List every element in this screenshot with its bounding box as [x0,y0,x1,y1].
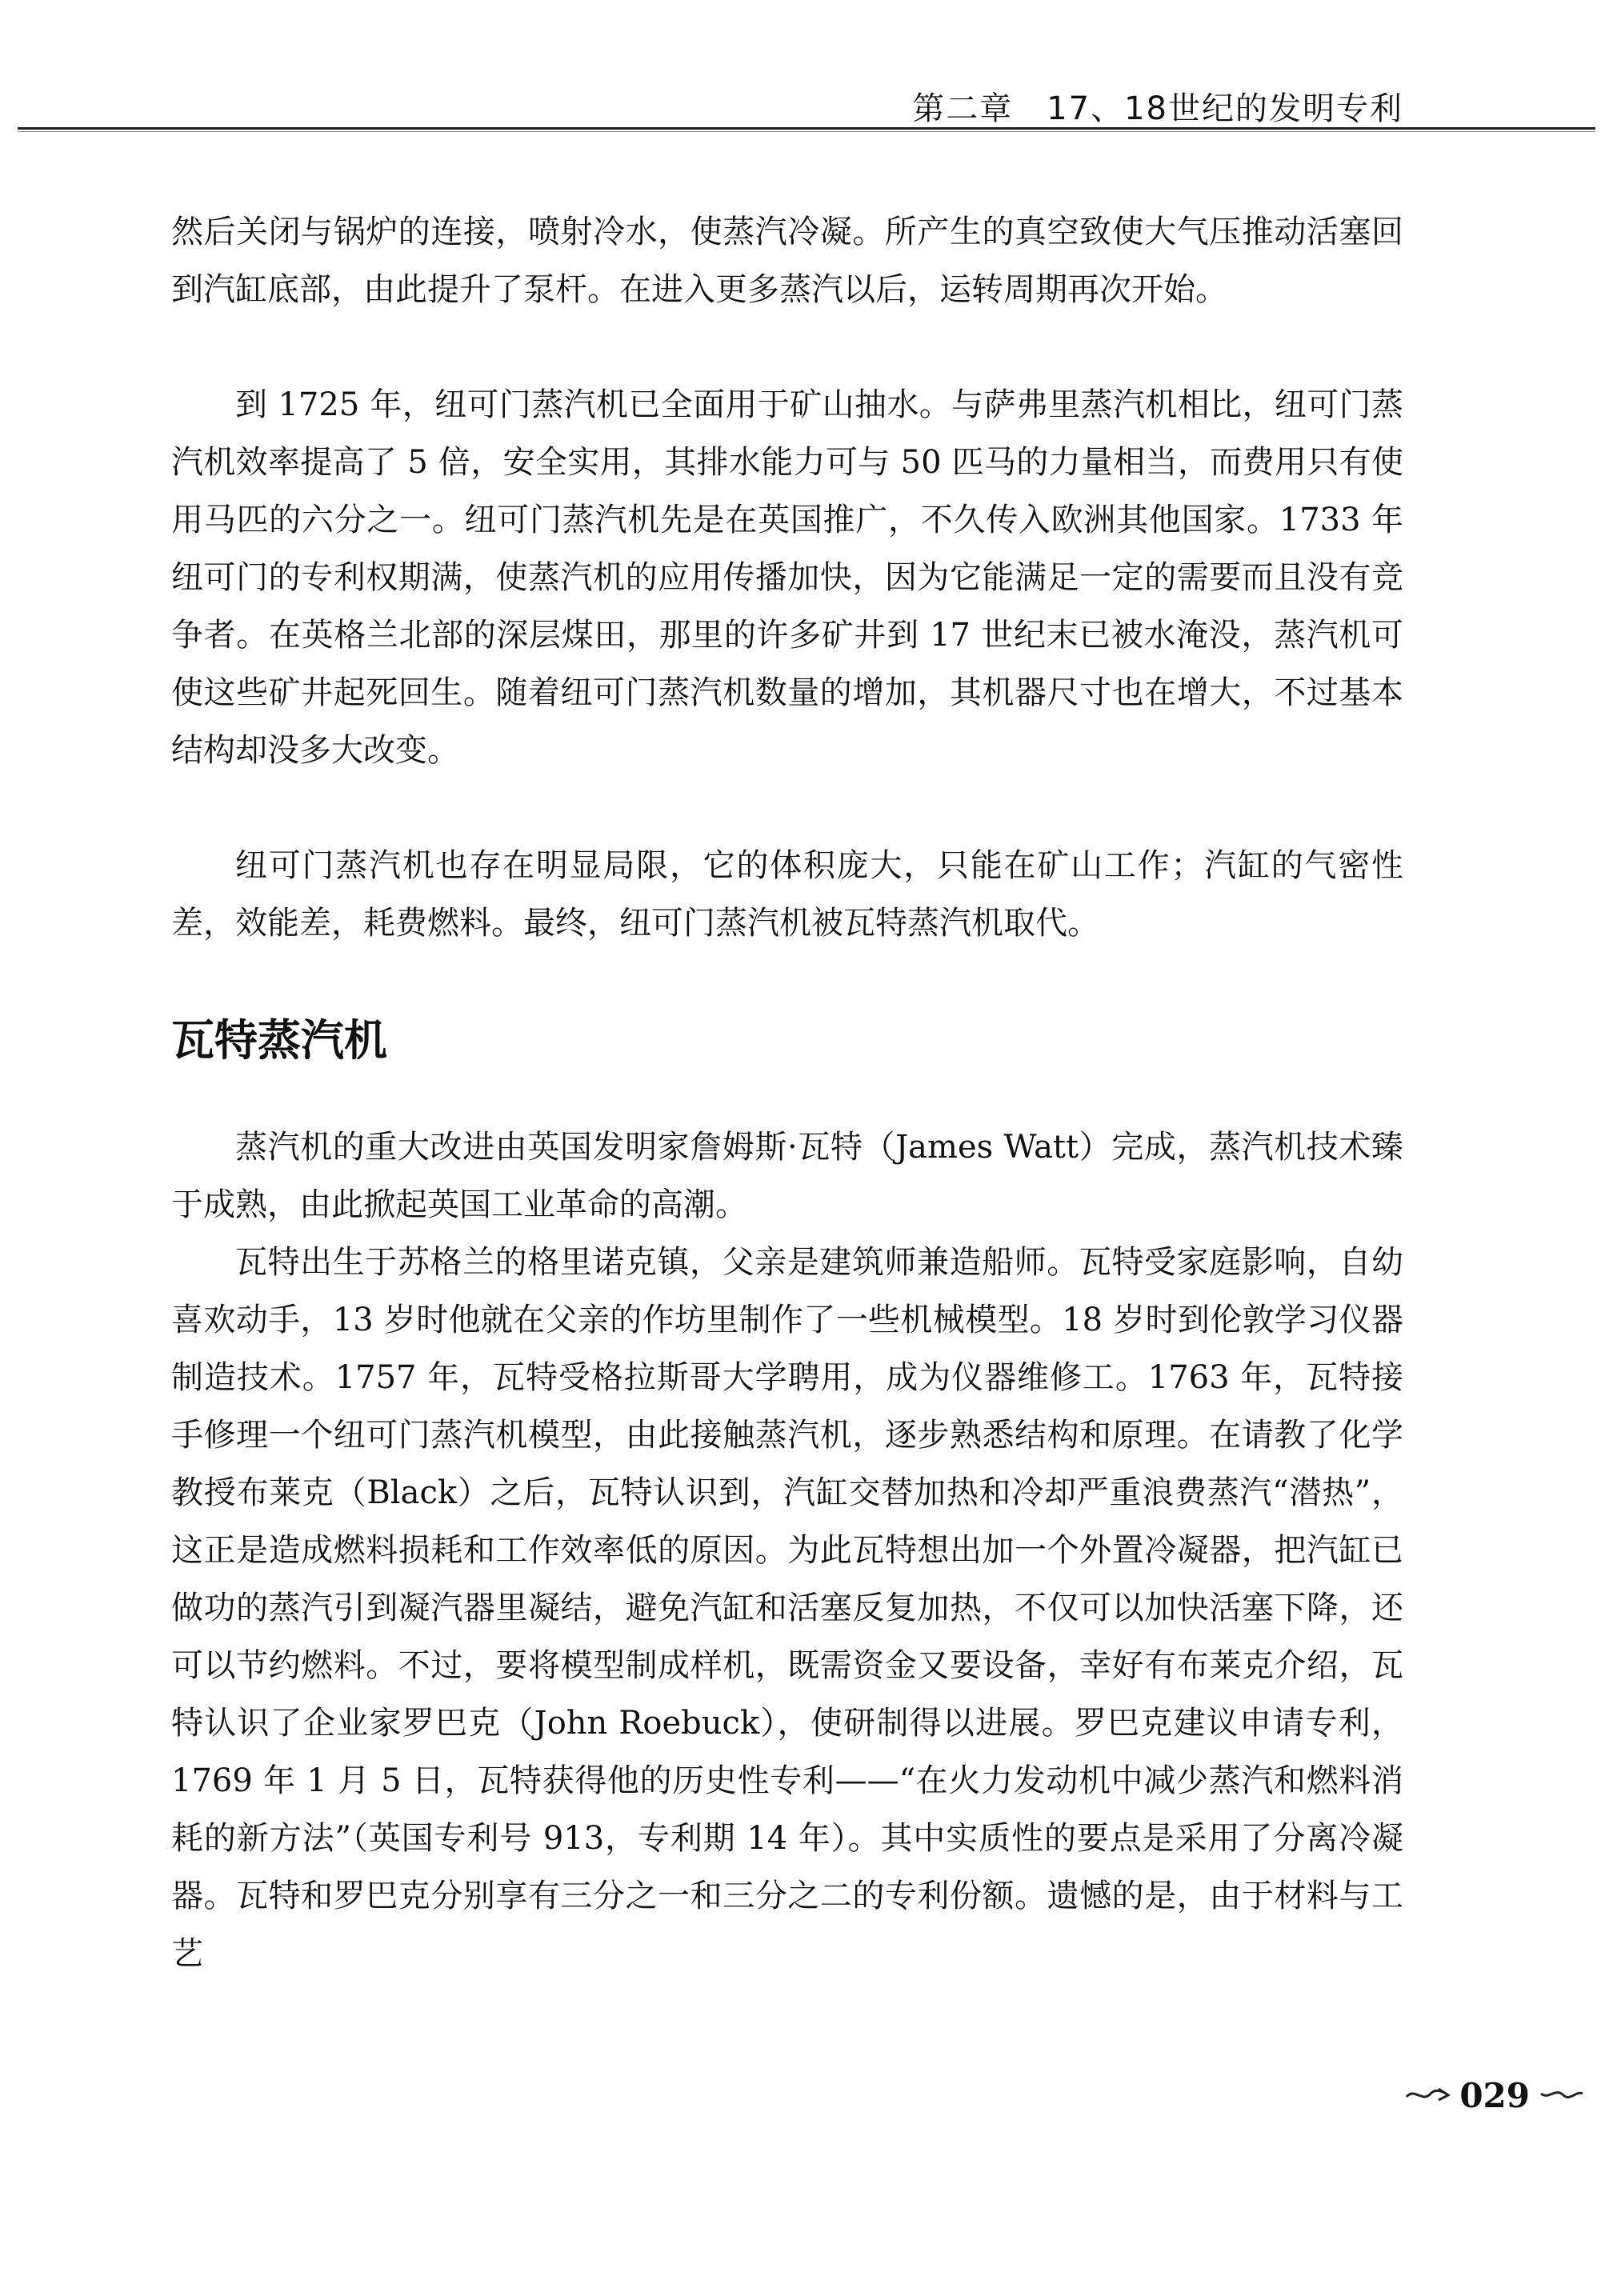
paragraph-2: 到 1725 年，纽可门蒸汽机已全面用于矿山抽水。与萨弗里蒸汽机相比，纽可门蒸汽机效率提高了 5 倍，安全实用，其排水能力可与 50 匹马的力量相当，而费用只有使用马匹的六分之一。纽可门蒸汽机先是在英国推广，不久传入欧洲其他国家。1733 年纽可门的专利权期满，使蒸汽机的应用传播加快，因为它能满足一定的需要而且没有竞争者。在英格兰北部的深层煤田，那里的许多矿井到 17 世纪末已被水淹没，蒸汽机可使这些矿井起死回生。随着纽可门蒸汽机数量的增加，其机器尺寸也在增大，不过基本结构却没多大改变。 [171,386,1403,769]
paragraph-3: 纽可门蒸汽机也存在明显局限，它的体积庞大，只能在矿山工作；汽缸的气密性差，效能差，耗费燃料。最终，纽可门蒸汽机被瓦特蒸汽机取代。 [171,847,1403,942]
chapter-title: 第二章 17、18世纪的发明专利 [912,90,1403,127]
section-heading: 瓦特蒸汽机 [171,1015,387,1066]
header-rule [18,127,1595,130]
page-number-text: 029 [1459,2076,1530,2115]
ornament-left-icon [1403,2079,1451,2112]
paragraph-4: 蒸汽机的重大改进由英国发明家詹姆斯·瓦特（James Watt）完成，蒸汽机技术臻于成熟，由此掀起英国工业革命的高潮。 [171,1129,1403,1223]
page-number [1403,2076,1586,2115]
ornament-right-icon [1538,2079,1586,2112]
paragraph-1: 然后关闭与锅炉的连接，喷射冷水，使蒸汽冷凝。所产生的真空致使大气压推动活塞回到汽缸底部，由此提升了泵杆。在进入更多蒸汽以后，运转周期再次开始。 [171,214,1403,308]
header-rule-thin [18,131,1595,132]
paragraph-5: 瓦特出生于苏格兰的格里诺克镇，父亲是建筑师兼造船师。瓦特受家庭影响，自幼喜欢动手，13 岁时他就在父亲的作坊里制作了一些机械模型。18 岁时到伦敦学习仪器制造技术。1757 年，瓦特受格拉斯哥大学聘用，成为仪器维修工。1763 年，瓦特接手修理一个纽可门蒸汽机模型，由此接触蒸汽机，逐步熟悉结构和原理。在请教了化学教授布莱克（Black）之后，瓦特认识到，汽缸交替加热和冷却严重浪费蒸汽“潜热”，这正是造成燃料损耗和工作效率低的原因。为此瓦特想出加一个外置冷凝器，把汽缸已做功的蒸汽引到凝汽器里凝结，避免汽缸和活塞反复加热，不仅可以加快活塞下降，还可以节约燃料。不过，要将模型制成样机，既需资金又要设备，幸好有布莱克介绍，瓦特认识了企业家罗巴克（John Roebuck），使研制得以进展。罗巴克建议申请专利，1769 年 1 月 5 日，瓦特获得他的历史性专利——“在火力发动机中减少蒸汽和燃料消耗的新方法”（英国专利号 913，专利期 14 年）。其中实质性的要点是采用了分离冷凝器。瓦特和罗巴克分别享有三分之一和三分之二的专利份额。遗憾的是，由于材料与工艺 [171,1244,1403,1972]
running-header [0,0,1613,132]
